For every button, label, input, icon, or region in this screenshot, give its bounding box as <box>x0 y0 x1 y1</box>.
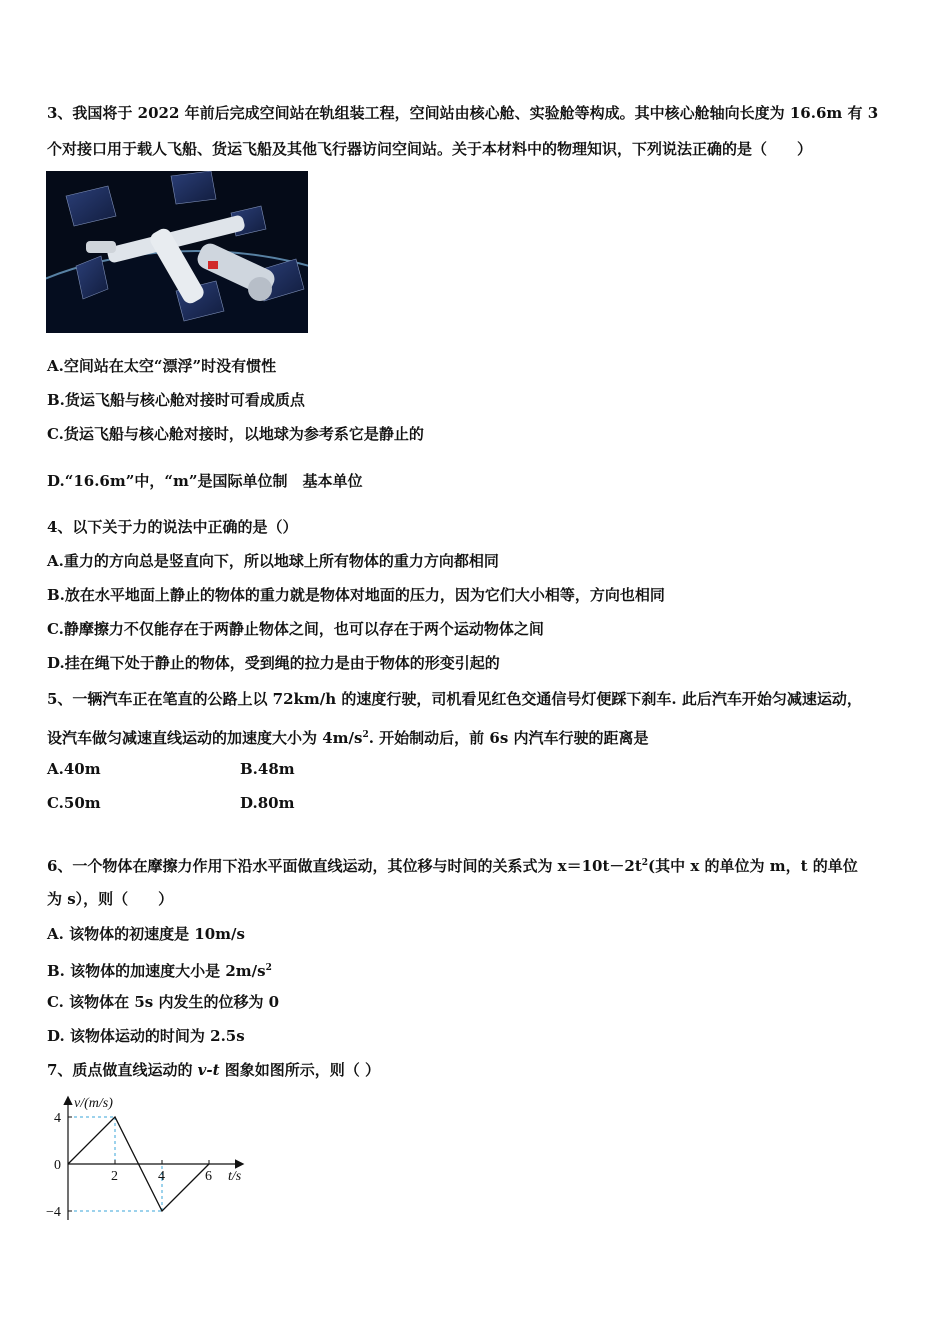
q4-option-c: C.静摩擦力不仅能存在于两静止物体之间，也可以存在于两个运动物体之间 <box>47 620 544 638</box>
q3-option-c: C.货运飞船与核心舱对接时，以地球为参考系它是静止的 <box>47 425 424 443</box>
x-axis-label: t/s <box>228 1169 242 1184</box>
vt-graph <box>46 1092 256 1231</box>
q4-option-a: A.重力的方向总是竖直向下，所以地球上所有物体的重力方向都相同 <box>47 552 499 570</box>
q4-option-b: B.放在水平地面上静止的物体的重力就是物体对地面的压力，因为它们大小相等，方向也相同 <box>47 586 665 604</box>
q3-stem-line1: 3、我国将于 2022 年前后完成空间站在轨组装工程，空间站由核心舱、实验舱等构成。其中核心舱轴向长度为 16.6m 有 3 <box>47 104 879 122</box>
q4-option-d: D.挂在绳下处于静止的物体，受到绳的拉力是由于物体的形变引起的 <box>47 654 500 672</box>
q6-stem-line1: 6、一个物体在摩擦力作用下沿水平面做直线运动，其位移与时间的关系式为 $x=10t-2t^2$(其中 x 的单位为 m，t 的单位 <box>47 857 858 875</box>
q5-option-d: D.80m <box>240 794 295 812</box>
q6-option-c: C. 该物体在 5s 内发生的位移为 0 <box>47 993 280 1011</box>
q3-option-d: D.“16.6m”中，“m”是国际单位制 基本单位 <box>47 472 363 490</box>
q6-option-d: D. 该物体运动的时间为 2.5s <box>47 1027 245 1045</box>
q3-option-b: B.货运飞船与核心舱对接时可看成质点 <box>47 391 305 409</box>
y-tick-label: 0 <box>54 1158 61 1173</box>
y-tick-label: −4 <box>46 1205 61 1220</box>
x-tick-label: 2 <box>111 1169 118 1184</box>
q5-stem-line1: 5、一辆汽车正在笔直的公路上以 72km/h 的速度行驶，司机看见红色交通信号灯便踩下刹车. 此后汽车开始匀减速运动， <box>47 690 862 708</box>
q7-stem: 7、质点做直线运动的 v-t 图象如图所示，则（ ） <box>47 1061 380 1079</box>
q6-option-b: B. 该物体的加速度大小是 $2m/s^2$ <box>47 962 272 980</box>
q6-stem-line2: 为 s），则（ ） <box>47 890 174 908</box>
x-tick-label: 4 <box>158 1169 165 1184</box>
y-axis-label: v/(m/s) <box>74 1096 113 1111</box>
q3-option-a: A.空间站在太空“漂浮”时没有惯性 <box>47 357 277 375</box>
q3-stem-line2: 个对接口用于载人飞船、货运飞船及其他飞行器访问空间站。关于本材料中的物理知识，下列说法正确的是（ ） <box>47 140 813 158</box>
y-tick-label: 4 <box>54 1111 61 1126</box>
q5-option-b: B.48m <box>240 760 295 778</box>
q5-stem-line2: 设汽车做匀减速直线运动的加速度大小为 $4m/s^2$. 开始制动后，前 6s 内汽车行驶的距离是 <box>47 729 649 747</box>
q6-option-a: A. 该物体的初速度是 10m/s <box>47 925 245 943</box>
space-station-photo <box>46 171 308 333</box>
q5-option-c: C.50m <box>47 794 101 812</box>
q5-option-a: A.40m <box>47 760 101 778</box>
x-tick-label: 6 <box>205 1169 212 1184</box>
q4-stem: 4、以下关于力的说法中正确的是（） <box>47 518 298 536</box>
